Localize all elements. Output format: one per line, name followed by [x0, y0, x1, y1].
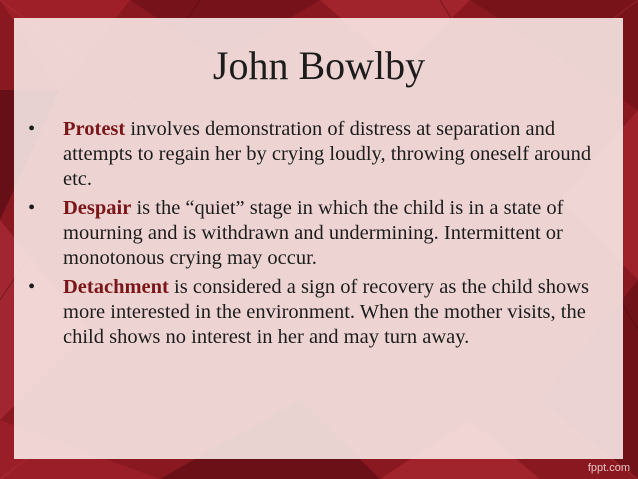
bullet-marker: •: [28, 276, 36, 298]
bullet-marker: •: [28, 197, 36, 219]
bullet-term-despair: Despair: [63, 197, 132, 219]
bullet-protest: [28, 117, 598, 192]
bullet-marker: •: [28, 118, 36, 140]
bullet-text-despair: is the “quiet” stage in which the child is in a state of mourning and is withdrawn and undermining. Intermittent or monotonous crying may occur.: [63, 197, 564, 269]
footer-watermark: fppt.com: [587, 462, 630, 474]
bullet-term-detachment: Detachment: [63, 276, 169, 298]
bullet-term-protest: Protest: [63, 118, 126, 140]
bullet-despair: [28, 196, 598, 271]
bullet-text-protest: involves demonstration of distress at separation and attempts to regain her by crying loudly, throwing oneself around etc.: [63, 118, 592, 190]
bullet-text-detachment: is considered a sign of recovery as the child shows more interested in the environment. When the mother visits, the child shows no interest in her and may turn away.: [63, 276, 590, 348]
slide-title: John Bowlby: [212, 43, 426, 88]
bullet-detachment: [28, 275, 598, 350]
bullet-list: [28, 117, 598, 354]
